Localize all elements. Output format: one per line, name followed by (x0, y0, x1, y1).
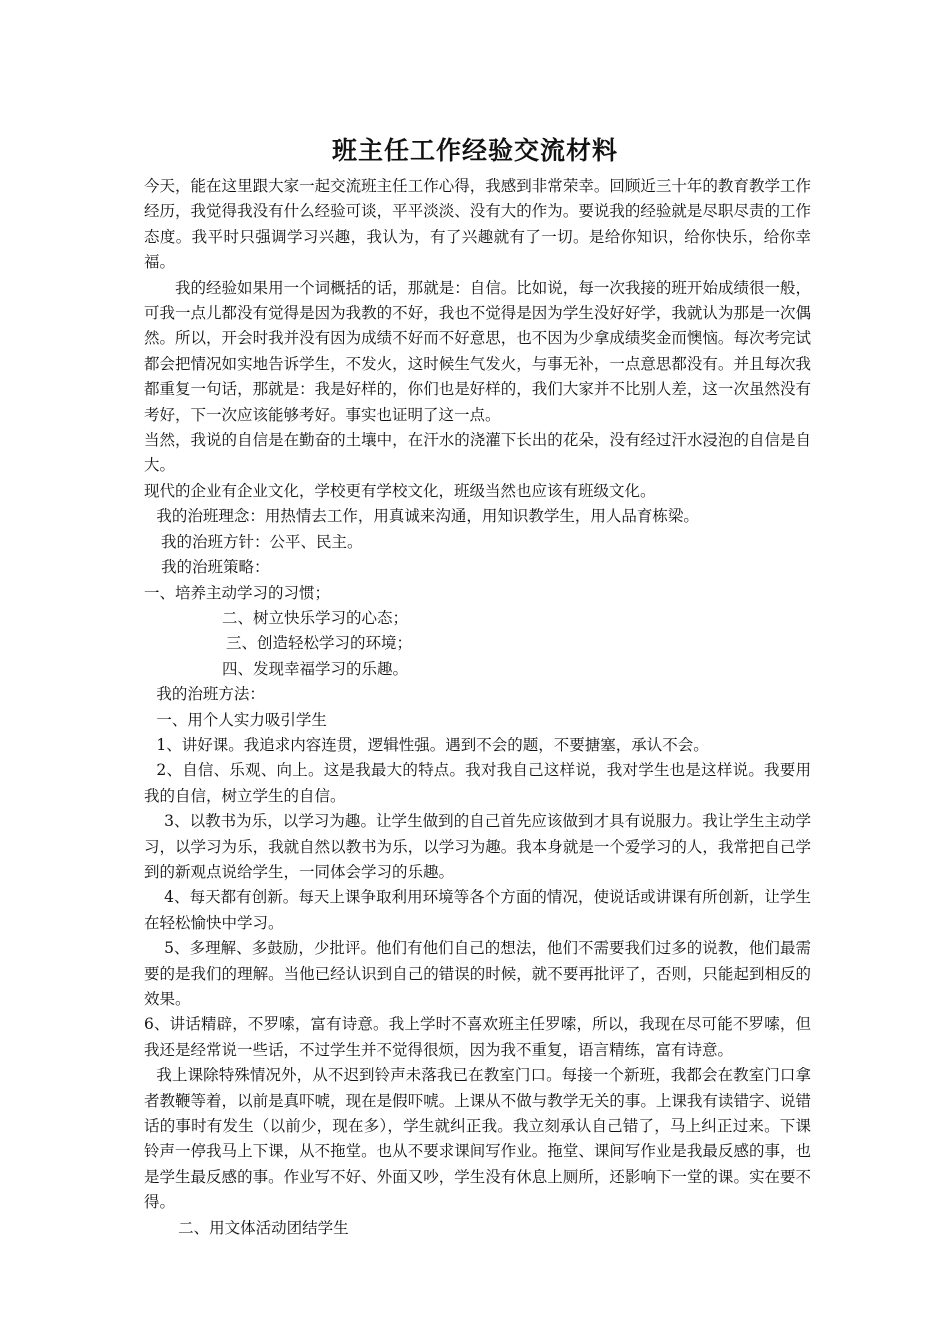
method-item-1: 1、讲好课。我追求内容连贯，逻辑性强。遇到不会的题，不要搪塞，承认不会。 (156, 735, 709, 754)
strategy-item-4: 四、发现幸福学习的乐趣。 (222, 659, 409, 678)
paragraph-confidence: 我的经验如果用一个词概括的话，那就是：自信。比如说，每一次我接的班开始成绩很一般，可我一点儿都没有觉得是因为我教的不好，我也不觉得是因为学生没好好学，我就认为那是一次偶然。所以，开会时我并没有因为成绩不好而不好意思，也不因为少拿成绩奖金而懊恼。每次考完试都会把情况如实地告诉学生，不发火，这时候生气发火，与事无补，一点意思都没有。并且每次我都重复一句话，那就是：我是好样的，你们也是好样的，我们大家并不比别人差，这一次虽然没有考好，下一次应该能够考好。事实也证明了这一点。 (144, 278, 811, 424)
paragraph-method-heading: 我的治班方法： (156, 685, 265, 704)
method-item-5: 5、多理解、多鼓励，少批评。他们有他们自己的想法，他们不需要我们过多的说教，他们最需要的是我们的理解。当他已经认识到自己的错误的时候，就不要再批评了，否则，只能起到相反的效果。 (144, 939, 811, 1008)
paragraph-punctuality: 我上课除特殊情况外，从不迟到铃声未落我已在教室门口。每接一个新班，我都会在教室门口拿者教鞭等着，以前是真吓唬，现在是假吓唬。上课从不做与教学无关的事。上课我有读错字、说错话的事时有发生（以前少，现在多），学生就纠正我。我立刻承认自己错了，马上纠正过来。下课铃声一停我马上下课，从不拖堂。也从不要求课间写作业。拖堂、课间写作业是我最反感的事，也是学生最反感的事。作业写不好、外面又吵，学生没有休息上厕所，还影响下一堂的课。实在要不得。 (144, 1066, 811, 1212)
section-heading-1: 一、用个人实力吸引学生 (156, 710, 327, 729)
method-item-3: 3、以教书为乐，以学习为趣。让学生做到的自己首先应该做到才具有说服力。我让学生主动学习，以学习为乐，我就自然以教书为乐，以学习为趣。我本身就是一个爱学习的人，我常把自己学到的新观点说给学生，一同体会学习的乐趣。 (144, 812, 811, 881)
method-item-2: 2、自信、乐观、向上。这是我最大的特点。我对我自己这样说，我对学生也是这样说。我要用我的自信，树立学生的自信。 (144, 761, 811, 805)
section-heading-2: 二、用文体活动团结学生 (178, 1218, 349, 1237)
strategy-item-1: 一、培养主动学习的习惯； (144, 583, 331, 602)
document-body (144, 174, 811, 1241)
strategy-item-3: 三、创造轻松学习的环境； (226, 634, 413, 653)
paragraph-intro: 今天，能在这里跟大家一起交流班主任工作心得，我感到非常荣幸。回顾近三十年的教育教学工作经历，我觉得我没有什么经验可谈，平平淡淡、没有大的作为。要说我的经验就是尽职尽责的工作态度。我平时只强调学习兴趣，我认为，有了兴趣就有了一切。是给你知识，给你快乐，给你幸福。 (144, 177, 811, 272)
method-item-4: 4、每天都有创新。每天上课争取利用环境等各个方面的情况，使说话或讲课有所创新，让学生在轻松愉快中学习。 (144, 888, 811, 932)
strategy-item-2: 二、树立快乐学习的心态； (222, 608, 409, 627)
paragraph-diligence: 当然，我说的自信是在勤奋的土壤中，在汗水的浇灌下长出的花朵，没有经过汗水浸泡的自信是自大。 (144, 431, 811, 475)
document-title: 班主任工作经验交流材料 (331, 136, 618, 165)
paragraph-class-culture: 现代的企业有企业文化，学校更有学校文化，班级当然也应该有班级文化。 (144, 481, 656, 500)
method-item-6: 6、讲话精辟，不罗嗦，富有诗意。我上学时不喜欢班主任罗嗦，所以，我现在尽可能不罗嗦，但我还是经常说一些话，不过学生并不觉得很烦，因为我不重复，语言精练，富有诗意。 (144, 1015, 811, 1059)
paragraph-strategy-heading: 我的治班策略： (161, 558, 270, 577)
paragraph-policy: 我的治班方针：公平、民主。 (161, 532, 363, 551)
paragraph-philosophy: 我的治班理念：用热情去工作，用真诚来沟通，用知识教学生，用人品育栋梁。 (156, 507, 699, 526)
